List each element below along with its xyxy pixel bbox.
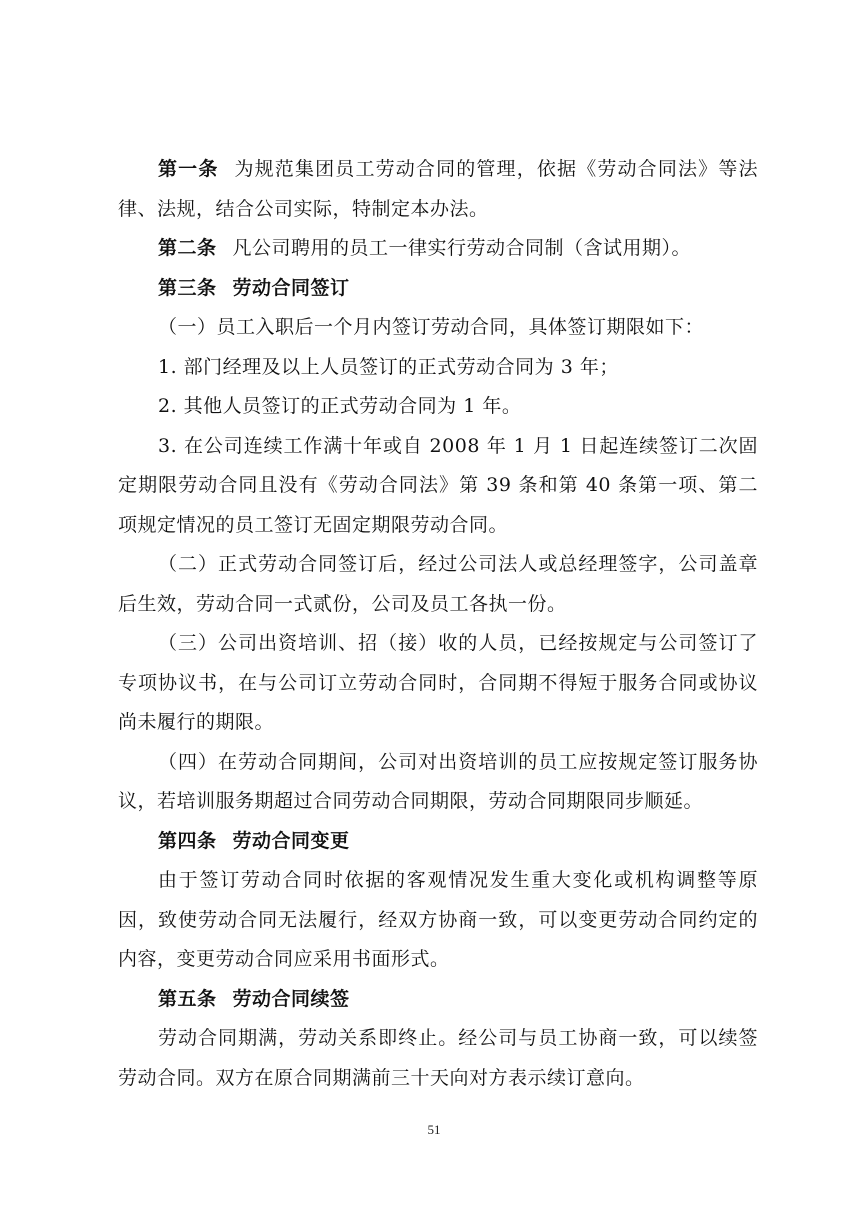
article-label: 第三条: [158, 276, 217, 299]
article-label: 第五条: [158, 987, 217, 1010]
clause-text: 由于签订劳动合同时依据的客观情况发生重大变化或机构调整等原因，致使劳动合同无法履行，经双方协商一致，可以变更劳动合同约定的内容，变更劳动合同应采用书面形式。: [118, 869, 758, 970]
article-2: [118, 229, 758, 269]
document-body: [118, 150, 758, 1098]
clause-text: （四）在劳动合同期间，公司对出资培训的员工应按规定签订服务协议，若培训服务期超过合同劳动合同期限，劳动合同期限同步顺延。: [118, 750, 758, 812]
article-title: 劳动合同变更: [232, 829, 350, 852]
article-label: 第二条: [158, 237, 217, 259]
article-text: 凡公司聘用的员工一律实行劳动合同制（含试用期）。: [232, 237, 692, 259]
clause-3-3: [118, 624, 758, 743]
page-number: 51: [427, 1122, 441, 1137]
clause-3-4: [118, 743, 758, 822]
clause-text: （一）员工入职后一个月内签订劳动合同，具体签订期限如下：: [158, 316, 705, 338]
clause-3-1-item-2: [118, 387, 758, 427]
article-4-heading: [118, 822, 758, 862]
article-5-body: [118, 1019, 758, 1098]
article-label: 第一条: [158, 158, 219, 180]
clause-text: 3. 在公司连续工作满十年或自 2008 年 1 月 1 日起连续签订二次固定期限劳动合同且没有《劳动合同法》第 39 条和第 40 条第一项、第二项规定情况的员工签订无固定期限劳动合同。: [118, 434, 758, 536]
article-4-body: [118, 861, 758, 980]
clause-text: （二）正式劳动合同签订后，经过公司法人或总经理签字，公司盖章后生效，劳动合同一式贰份，公司及员工各执一份。: [118, 553, 758, 615]
article-5-heading: [118, 980, 758, 1020]
clause-text: 2. 其他人员签订的正式劳动合同为 1 年。: [158, 395, 522, 417]
clause-3-1: [118, 308, 758, 348]
article-label: 第四条: [158, 829, 217, 852]
clause-3-1-item-3: [118, 427, 758, 546]
article-title: 劳动合同续签: [232, 987, 350, 1010]
article-3-heading: [118, 269, 758, 309]
article-title: 劳动合同签订: [232, 276, 350, 299]
clause-text: 1. 部门经理及以上人员签订的正式劳动合同为 3 年；: [158, 355, 619, 378]
clause-3-2: [118, 545, 758, 624]
clause-3-1-item-1: [118, 348, 758, 388]
clause-text: 劳动合同期满，劳动关系即终止。经公司与员工协商一致，可以续签劳动合同。双方在原合同期满前三十天向对方表示续订意向。: [118, 1027, 758, 1089]
clause-text: （三）公司出资培训、招（接）收的人员，已经按规定与公司签订了专项协议书，在与公司订立劳动合同时，合同期不得短于服务合同或协议尚未履行的期限。: [118, 632, 758, 733]
article-1: [118, 150, 758, 229]
article-text: 为规范集团员工劳动合同的管理，依据《劳动合同法》等法律、法规，结合公司实际，特制定本办法。: [118, 158, 758, 220]
